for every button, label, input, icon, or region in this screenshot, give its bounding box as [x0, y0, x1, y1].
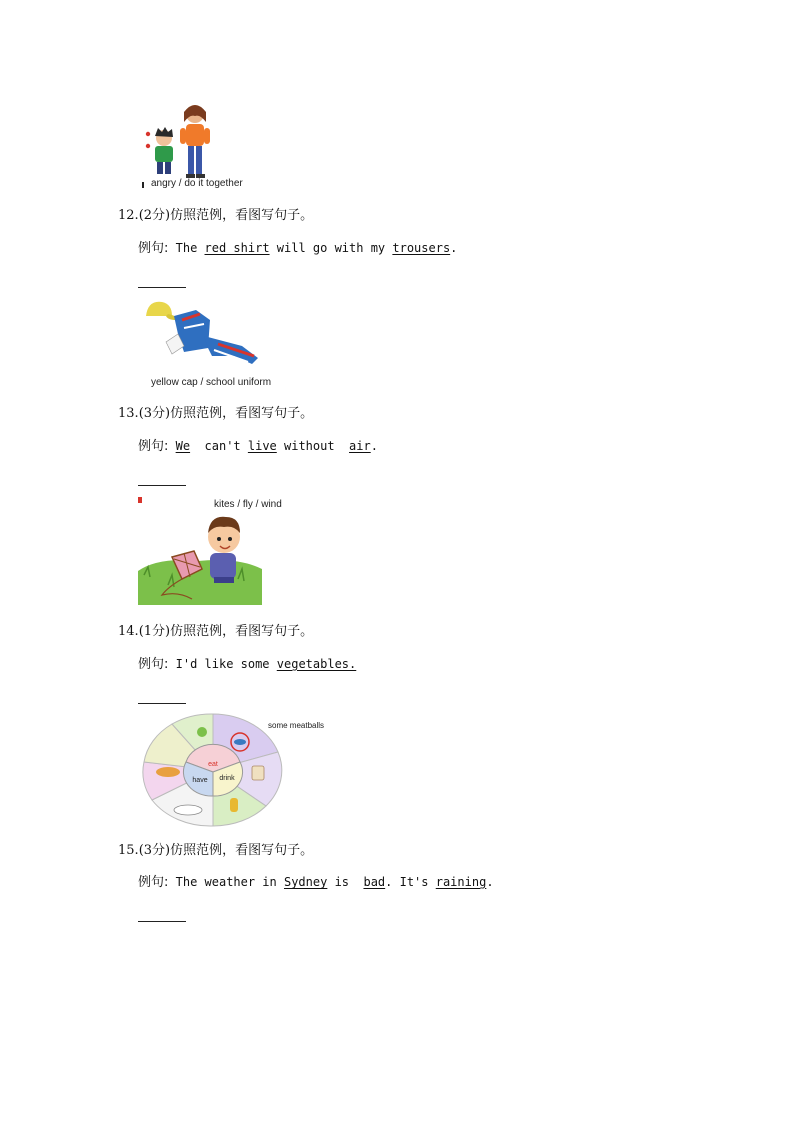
q14-answer-line[interactable] [138, 703, 186, 704]
q14-title [118, 623, 313, 641]
q13-example-underlined: We [175, 439, 191, 453]
q15-title [118, 842, 313, 860]
q13-points: (3分) [138, 406, 171, 421]
q12-answer-line[interactable] [138, 287, 186, 288]
q12-caption: yellow cap / school uniform [151, 377, 272, 388]
wheel-label-drink: drink [219, 775, 235, 782]
q13-example-underlined: live [247, 439, 277, 453]
wheel-inner [183, 744, 242, 796]
wheel-label-have: have [192, 777, 208, 784]
q12-instruction: 仿照范例，看图写句子。 [170, 208, 314, 223]
q12-example-text: will go with my [269, 241, 393, 255]
q13-example-underlined: air [349, 439, 371, 453]
q13-number: 13. [118, 406, 139, 421]
q12-illustration [138, 298, 266, 376]
q15-example-underlined: bad [363, 875, 386, 889]
q12-example-underlined: red shirt [204, 241, 270, 255]
q15-example-text: . It's [385, 875, 436, 889]
plate-icon [174, 805, 202, 815]
q11-caption: angry / do it together [151, 178, 243, 189]
vegetables-icon [197, 727, 207, 737]
q12-number: 12. [118, 208, 139, 223]
q15-example-text: The weather in [168, 875, 284, 889]
q14-example [138, 655, 356, 674]
q13-instruction: 仿照范例，看图写句子。 [170, 406, 314, 421]
q15-instruction: 仿照范例，看图写句子。 [170, 843, 314, 858]
q14-caption: some meatballs [268, 721, 325, 730]
drink-icon [230, 798, 238, 812]
q13-illustration [138, 495, 264, 607]
q12-example-label: 例句: [138, 241, 169, 256]
q14-number: 14. [118, 624, 139, 639]
q13-example-label: 例句: [138, 439, 169, 454]
q15-points: (3分) [138, 843, 171, 858]
q13-example-text: can't [190, 439, 248, 453]
q14-example-label: 例句: [138, 657, 169, 672]
q15-example-text: is [327, 875, 364, 889]
q14-instruction: 仿照范例，看图写句子。 [170, 624, 314, 639]
q13-example [138, 437, 378, 456]
q15-example-text: . [486, 875, 494, 889]
q15-example-label: 例句: [138, 875, 169, 890]
q13-example-text: . [370, 439, 378, 453]
boy-shirt [155, 146, 173, 162]
q12-example-text: . [450, 241, 458, 255]
cap-shape [146, 302, 172, 316]
q14-example-text: I'd like some [168, 657, 277, 671]
q12-example-underlined: trousers [392, 241, 451, 255]
q12-title [118, 207, 313, 225]
q13-example-text [168, 439, 175, 453]
chicken-icon [156, 767, 180, 777]
q11-illustration [140, 100, 260, 188]
kite-boy-shirt [210, 553, 236, 579]
q14-example-underlined: vegetables. [276, 657, 357, 671]
cup-icon [252, 766, 264, 780]
q13-example-text: without [276, 439, 350, 453]
q13-title [118, 405, 313, 423]
q12-example-text: The [168, 241, 205, 255]
q13-answer-line[interactable] [138, 485, 186, 486]
q12-example [138, 239, 457, 258]
q12-points: (2分) [138, 208, 171, 223]
q15-number: 15. [118, 843, 139, 858]
q15-example [138, 873, 494, 892]
q15-answer-line[interactable] [138, 921, 186, 922]
woman-shirt [186, 124, 204, 146]
q15-example-underlined: raining [435, 875, 487, 889]
q14-points: (1分) [138, 624, 171, 639]
q15-example-underlined: Sydney [283, 875, 328, 889]
q13-caption: kites / fly / wind [214, 499, 282, 510]
uniform-trousers [204, 336, 258, 364]
q14-food-wheel [142, 712, 284, 828]
wheel-label-eat: eat [208, 761, 218, 768]
